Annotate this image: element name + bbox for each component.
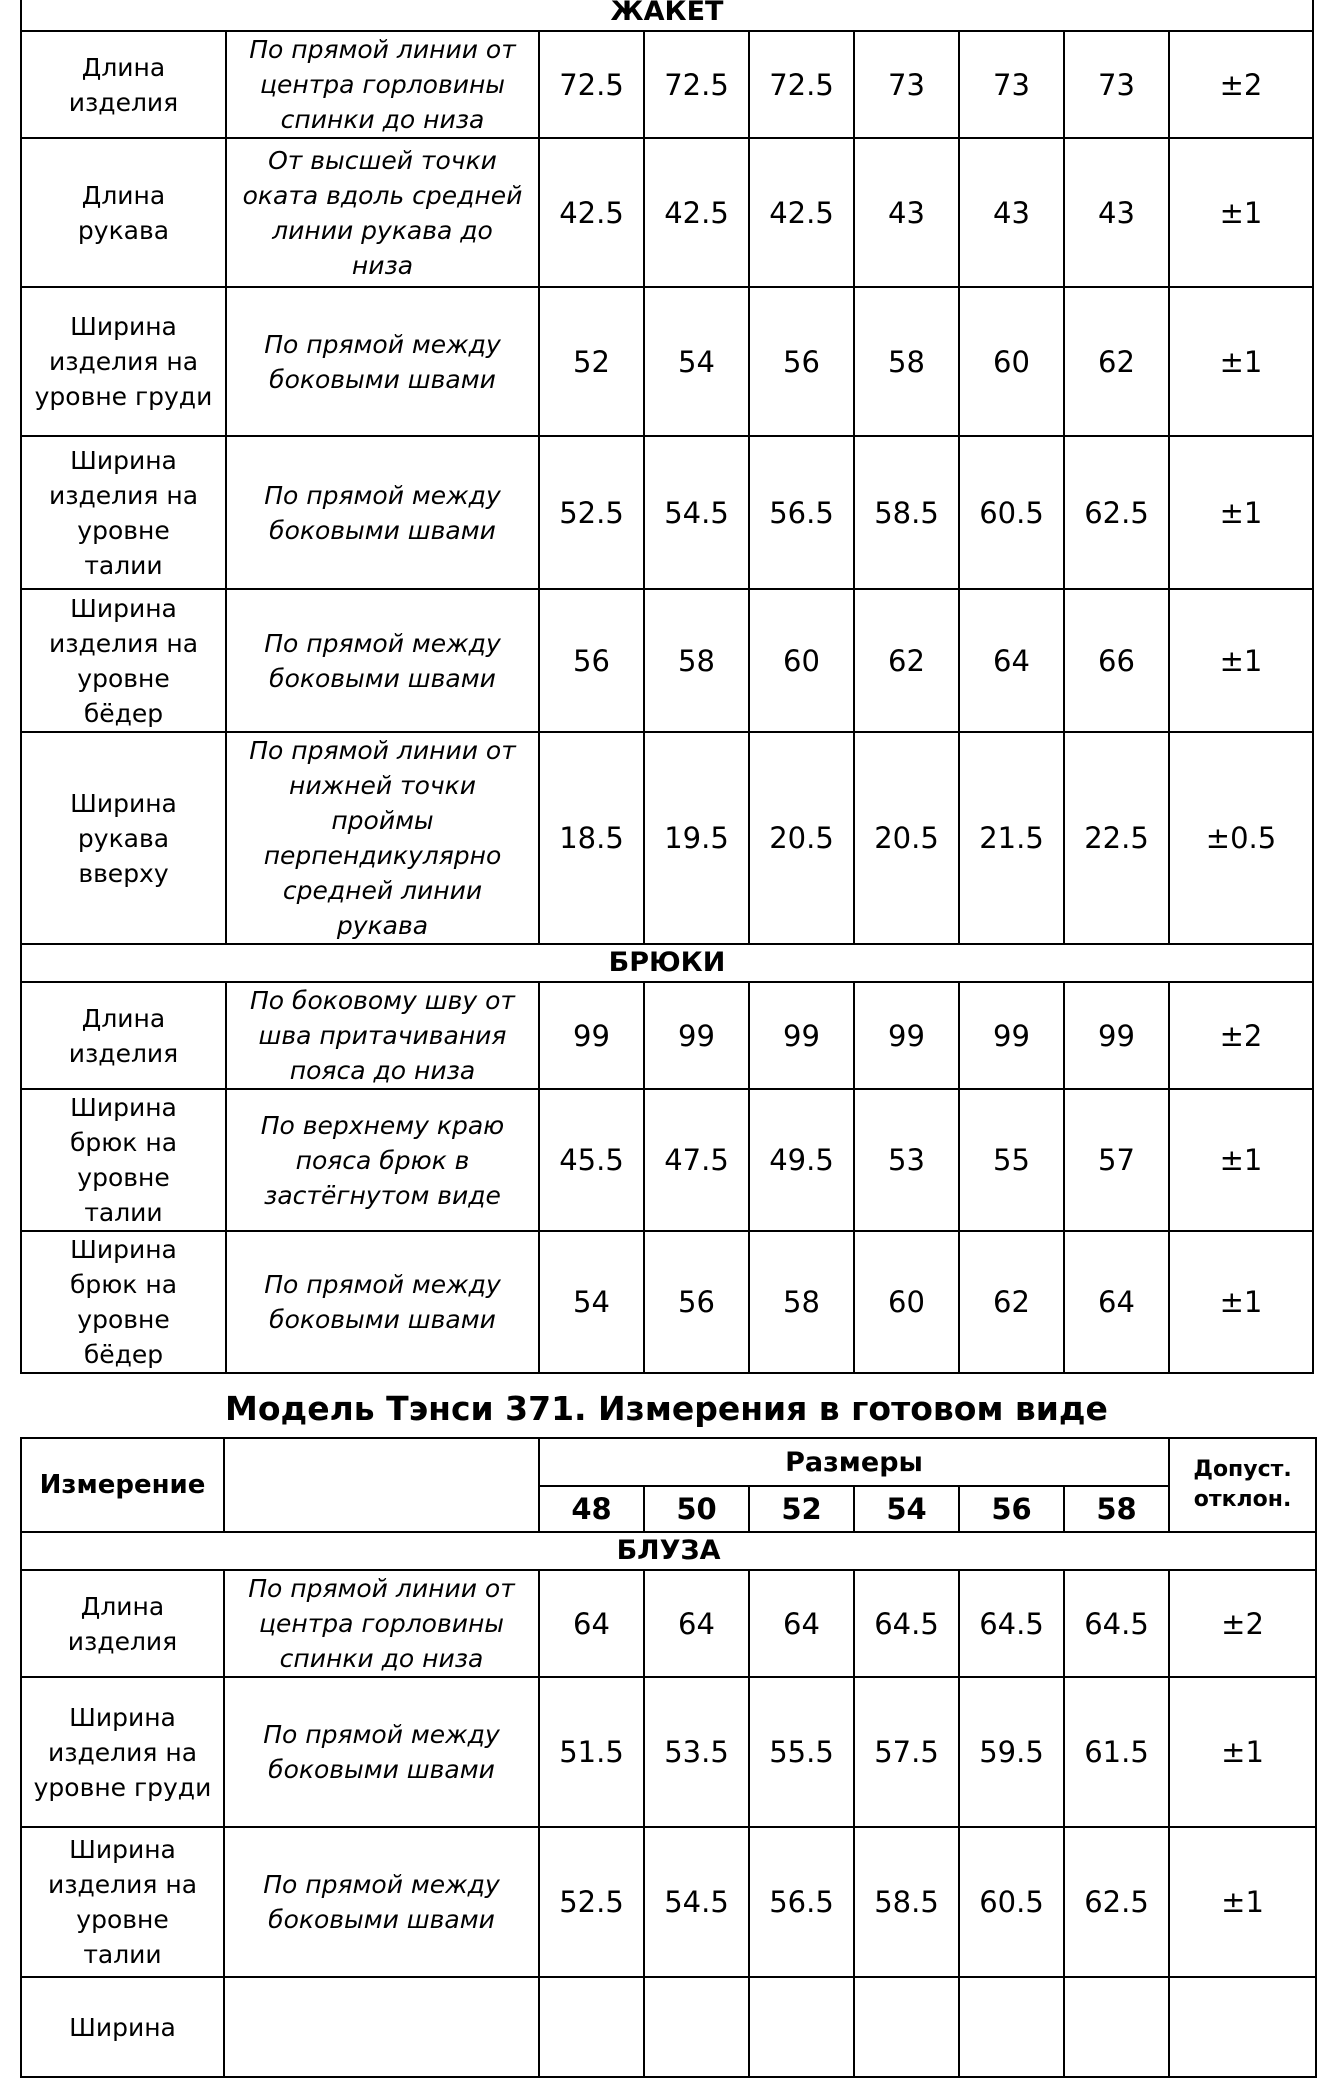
measurement-row — [21, 982, 1313, 1089]
size-value: 42.5 — [539, 138, 644, 287]
label-line: изделия — [67, 1626, 178, 1656]
description-line: пояса до низа — [289, 1056, 476, 1085]
size-value — [854, 1977, 959, 2077]
size-54: 54 — [854, 1486, 959, 1532]
size-value: 55.5 — [749, 1677, 854, 1827]
description-line: оката вдоль средней — [242, 180, 523, 210]
size-value: 64 — [1064, 1231, 1169, 1373]
size-value: 20.5 — [854, 732, 959, 944]
measurement-description — [226, 982, 539, 1089]
label-line: Ширина — [70, 593, 177, 623]
measurement-description — [226, 31, 539, 138]
label-line: бёдер — [83, 1340, 164, 1369]
size-value: 73 — [1064, 31, 1169, 138]
tolerance-value: ±1 — [1169, 436, 1313, 589]
header-measure: Измерение — [21, 1438, 224, 1532]
header-tolerance — [1169, 1438, 1316, 1532]
measurement-row — [21, 1677, 1316, 1827]
header-tolerance-line: Допуст. — [1193, 1457, 1292, 1482]
size-value: 72.5 — [749, 31, 854, 138]
tolerance-value: ±1 — [1169, 589, 1313, 732]
size-value: 62.5 — [1064, 436, 1169, 589]
size-value: 60 — [749, 589, 854, 732]
header-description-blank — [224, 1438, 539, 1532]
size-value: 53.5 — [644, 1677, 749, 1827]
description-line: По прямой между — [264, 329, 501, 359]
size-52: 52 — [749, 1486, 854, 1532]
size-value: 60.5 — [959, 1827, 1064, 1977]
size-value: 60.5 — [959, 436, 1064, 589]
description-line: пояса брюк в — [295, 1145, 470, 1175]
measurement-row — [21, 31, 1313, 138]
size-value — [1064, 1977, 1169, 2077]
size-value: 54.5 — [644, 436, 749, 589]
section-title: ЖАКЕТ — [21, 0, 1313, 31]
description-line: По прямой линии от — [249, 35, 516, 64]
label-line: изделия на — [47, 1737, 198, 1767]
size-value: 64 — [644, 1570, 749, 1677]
label-line: бёдер — [83, 698, 164, 728]
measurement-label — [21, 1089, 226, 1231]
size-56: 56 — [959, 1486, 1064, 1532]
jacket-trousers-table — [20, 0, 1314, 1374]
description-line: боковыми швами — [268, 1755, 495, 1784]
size-value: 64 — [959, 589, 1064, 732]
description-line: застёгнутом виде — [264, 1180, 501, 1210]
size-value: 72.5 — [539, 31, 644, 138]
description-line: По прямой между — [263, 1720, 500, 1749]
tolerance-value: ±2 — [1169, 982, 1313, 1089]
size-value: 54 — [539, 1231, 644, 1373]
size-58: 58 — [1064, 1486, 1169, 1532]
measurement-label — [21, 1231, 226, 1373]
section-row — [21, 0, 1313, 31]
size-value: 22.5 — [1064, 732, 1169, 944]
description-line: По прямой линии от — [248, 1574, 515, 1603]
size-value: 64 — [539, 1570, 644, 1677]
measurement-description — [224, 1827, 539, 1977]
label-line: Ширина — [70, 1235, 177, 1264]
label-line: Длина — [80, 1591, 165, 1621]
tolerance-value: ±1 — [1169, 1827, 1316, 1977]
label-line: изделия на — [48, 347, 199, 376]
description-line: спинки до низа — [280, 105, 485, 134]
size-value: 45.5 — [539, 1089, 644, 1231]
description-line: средней линии — [282, 876, 483, 905]
description-line: перпендикулярно — [263, 841, 502, 870]
label-line: изделия — [68, 87, 179, 117]
label-line: Ширина — [70, 1093, 177, 1122]
measurement-row — [21, 1827, 1316, 1977]
size-value: 72.5 — [644, 31, 749, 138]
size-value: 56 — [644, 1231, 749, 1373]
size-value — [644, 1977, 749, 2077]
measurement-label — [21, 732, 226, 944]
size-value: 52.5 — [539, 436, 644, 589]
measurement-row — [21, 1977, 1316, 2077]
measurement-label — [21, 436, 226, 589]
size-value: 54 — [644, 287, 749, 436]
description-line: низа — [351, 250, 414, 280]
size-value: 47.5 — [644, 1089, 749, 1231]
description-line: По боковому шву от — [250, 986, 515, 1015]
size-value: 73 — [959, 31, 1064, 138]
size-value: 59.5 — [959, 1677, 1064, 1827]
size-value: 58 — [854, 287, 959, 436]
measurement-description — [224, 1570, 539, 1677]
size-value: 99 — [854, 982, 959, 1089]
description-line: центра горловины — [259, 70, 506, 99]
size-value — [959, 1977, 1064, 2077]
measurement-label — [21, 1677, 224, 1827]
size-value: 99 — [644, 982, 749, 1089]
size-value: 62 — [854, 589, 959, 732]
size-value: 42.5 — [749, 138, 854, 287]
label-line: Длина — [81, 180, 166, 210]
tolerance-value: ±2 — [1169, 1570, 1316, 1677]
size-value: 58.5 — [854, 1827, 959, 1977]
description-line: боковыми швами — [269, 515, 496, 545]
label-line: Длина — [81, 1003, 166, 1033]
size-value: 51.5 — [539, 1677, 644, 1827]
size-value — [539, 1977, 644, 2077]
measurement-description — [226, 1231, 539, 1373]
size-value: 21.5 — [959, 732, 1064, 944]
label-line: талии — [83, 1940, 162, 1969]
description-line: нижней точки — [288, 771, 476, 800]
measurement-row — [21, 732, 1313, 944]
label-line: изделия на — [47, 1870, 198, 1899]
label-line: Ширина — [69, 1702, 176, 1732]
measurement-row — [21, 287, 1313, 436]
measurement-label — [21, 287, 226, 436]
size-value: 43 — [1064, 138, 1169, 287]
section-title: БРЮКИ — [21, 944, 1313, 982]
header-sizes: Размеры — [539, 1438, 1169, 1486]
description-line: шва притачивания — [258, 1021, 507, 1050]
description-line: По прямой между — [263, 1870, 500, 1899]
description-line: линии рукава до — [272, 215, 493, 245]
description-line: По прямой между — [264, 480, 501, 510]
size-value: 58.5 — [854, 436, 959, 589]
size-value: 42.5 — [644, 138, 749, 287]
label-line: Ширина — [69, 1835, 176, 1864]
size-value — [749, 1977, 854, 2077]
label-line: талии — [84, 1198, 163, 1227]
description-line: рукава — [336, 911, 429, 940]
description-line: По прямой между — [264, 628, 501, 658]
measurement-row — [21, 1570, 1316, 1677]
size-value: 18.5 — [539, 732, 644, 944]
measurement-description — [226, 1089, 539, 1231]
size-value: 62.5 — [1064, 1827, 1169, 1977]
tolerance-value: ±0.5 — [1169, 732, 1313, 944]
measurement-description — [226, 436, 539, 589]
measurement-label — [21, 31, 226, 138]
label-line: уровне груди — [33, 1772, 212, 1802]
blouse-measurements-table — [20, 1437, 1317, 2078]
description-line: От высшей точки — [268, 145, 497, 175]
size-value: 56.5 — [749, 436, 854, 589]
measurement-label — [21, 1570, 224, 1677]
label-line: брюк на — [69, 1128, 178, 1157]
measurement-label — [21, 1827, 224, 1977]
tolerance-value: ±1 — [1169, 1231, 1313, 1373]
label-line: уровне — [77, 515, 170, 545]
label-line: рукава — [77, 215, 170, 245]
size-value: 57 — [1064, 1089, 1169, 1231]
size-48: 48 — [539, 1486, 644, 1532]
measurement-row — [21, 436, 1313, 589]
size-value: 73 — [854, 31, 959, 138]
size-value: 99 — [749, 982, 854, 1089]
size-value: 56 — [539, 589, 644, 732]
size-value: 58 — [644, 589, 749, 732]
description-line: спинки до низа — [279, 1644, 484, 1673]
size-value: 99 — [539, 982, 644, 1089]
description-line: проймы — [331, 806, 434, 835]
measurement-label — [21, 589, 226, 732]
measurement-description — [226, 138, 539, 287]
label-line: талии — [84, 550, 163, 580]
size-value: 66 — [1064, 589, 1169, 732]
size-value: 64.5 — [959, 1570, 1064, 1677]
label-line: Длина — [81, 52, 166, 82]
header-tolerance-line: отклон. — [1193, 1487, 1292, 1512]
size-value: 53 — [854, 1089, 959, 1231]
size-value: 43 — [959, 138, 1064, 287]
size-value: 62 — [1064, 287, 1169, 436]
size-value: 43 — [854, 138, 959, 287]
measurement-description — [226, 732, 539, 944]
tolerance-value: ±1 — [1169, 1089, 1313, 1231]
size-value: 49.5 — [749, 1089, 854, 1231]
description-line: боковыми швами — [269, 663, 496, 693]
tolerance-value: ±1 — [1169, 287, 1313, 436]
section-row — [21, 944, 1313, 982]
size-value: 52 — [539, 287, 644, 436]
description-line: По прямой линии от — [249, 736, 516, 765]
description-line: По прямой между — [264, 1270, 501, 1299]
size-value: 56.5 — [749, 1827, 854, 1977]
label-line: вверху — [78, 858, 169, 888]
description-line: По верхнему краю — [260, 1110, 505, 1140]
label-line: изделия на — [48, 480, 199, 510]
measurement-row — [21, 138, 1313, 287]
measurement-row — [21, 589, 1313, 732]
measurement-label — [21, 982, 226, 1089]
tolerance-value: ±2 — [1169, 31, 1313, 138]
tolerance-value: ±1 — [1169, 138, 1313, 287]
size-value: 99 — [1064, 982, 1169, 1089]
size-value: 58 — [749, 1231, 854, 1373]
tolerance-value: ±1 — [1169, 1677, 1316, 1827]
label-line: рукава — [77, 823, 170, 853]
label-line: уровне — [77, 1305, 170, 1334]
size-value: 64.5 — [1064, 1570, 1169, 1677]
size-value: 19.5 — [644, 732, 749, 944]
label-line: изделия — [68, 1038, 179, 1068]
size-value: 64 — [749, 1570, 854, 1677]
size-value: 61.5 — [1064, 1677, 1169, 1827]
section-title: БЛУЗА — [21, 1532, 1316, 1570]
size-50: 50 — [644, 1486, 749, 1532]
size-value: 64.5 — [854, 1570, 959, 1677]
measurement-description — [224, 1677, 539, 1827]
description-line: боковыми швами — [269, 364, 496, 394]
description-line: боковыми швами — [268, 1905, 495, 1934]
tolerance-value — [1169, 1977, 1316, 2077]
measurement-description — [224, 1977, 539, 2077]
size-value: 62 — [959, 1231, 1064, 1373]
size-value: 99 — [959, 982, 1064, 1089]
size-value: 20.5 — [749, 732, 854, 944]
size-value: 60 — [959, 287, 1064, 436]
label-line: изделия на — [48, 628, 199, 658]
measurement-row — [21, 1089, 1313, 1231]
label-line: Ширина — [69, 2012, 176, 2042]
size-value: 55 — [959, 1089, 1064, 1231]
size-value: 52.5 — [539, 1827, 644, 1977]
label-line: уровне груди — [34, 382, 213, 411]
label-line: брюк на — [69, 1270, 178, 1299]
label-line: уровне — [77, 1163, 170, 1192]
measurement-description — [226, 589, 539, 732]
size-value: 54.5 — [644, 1827, 749, 1977]
section-row — [21, 1532, 1316, 1570]
label-line: Ширина — [70, 445, 177, 475]
label-line: уровне — [76, 1905, 169, 1934]
description-line: боковыми швами — [269, 1305, 496, 1334]
size-value: 56 — [749, 287, 854, 436]
measurement-description — [226, 287, 539, 436]
measurement-label — [21, 138, 226, 287]
measurement-label — [21, 1977, 224, 2077]
measurement-row — [21, 1231, 1313, 1373]
label-line: уровне — [77, 663, 170, 693]
label-line: Ширина — [70, 312, 177, 341]
size-value: 60 — [854, 1231, 959, 1373]
document-title: Модель Тэнси 371. Измерения в готовом виде — [225, 1389, 1108, 1428]
description-line: центра горловины — [258, 1609, 505, 1638]
size-value: 57.5 — [854, 1677, 959, 1827]
label-line: Ширина — [70, 788, 177, 818]
